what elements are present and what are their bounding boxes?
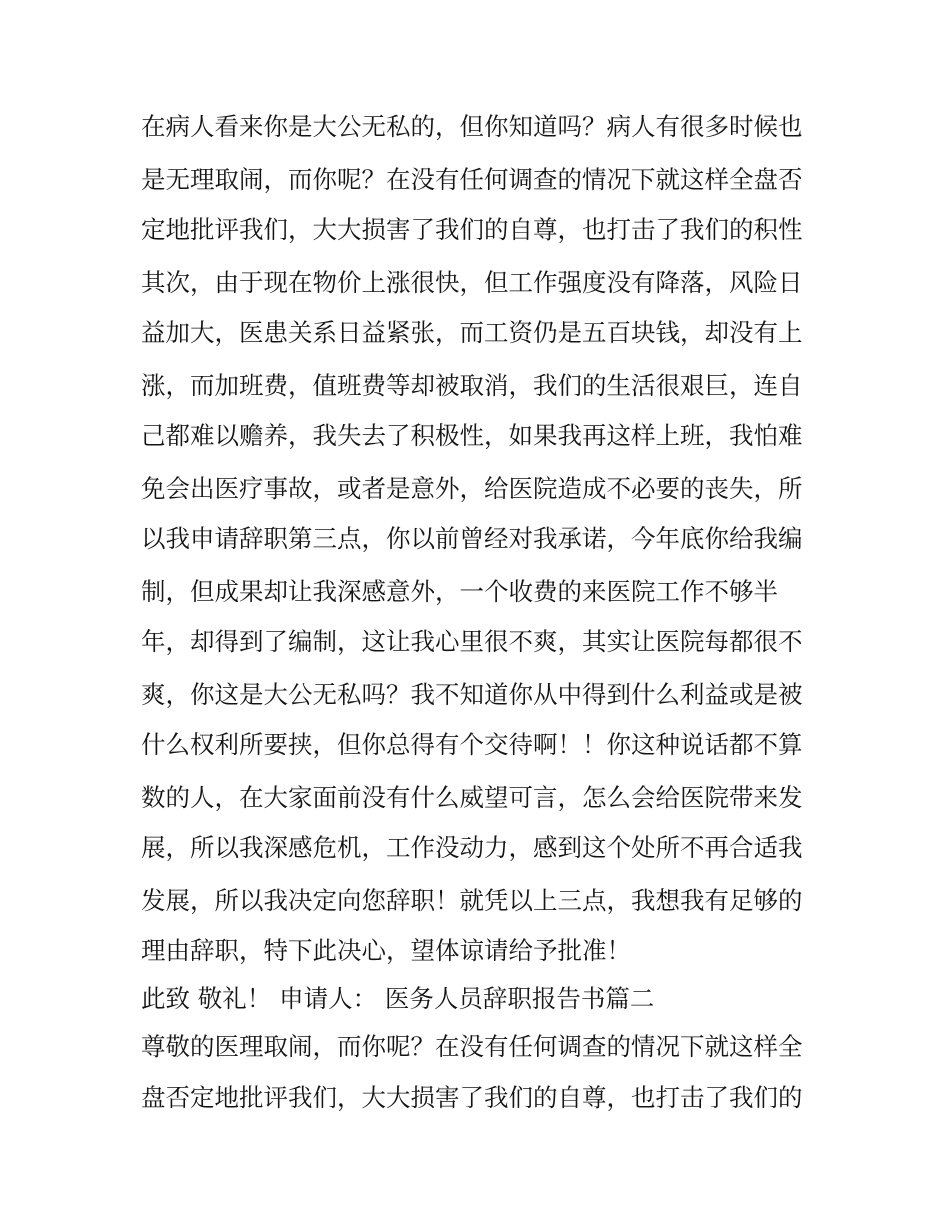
text-line: 什么权利所要挟，但你总得有个交待啊！！你这种说话都不算 — [141, 730, 803, 759]
text-line: 盘否定地批评我们，大大损害了我们的自尊，也打击了我们的 — [141, 1083, 803, 1112]
text-line: 其次，由于现在物价上涨很快，但工作强度没有降落，风险日 — [141, 268, 803, 297]
text-line: 爽，你这是大公无私吗？我不知道你从中得到什么利益或是被 — [141, 680, 803, 709]
text-line: 是无理取闹，而你呢？在没有任何调查的情况下就这样全盘否 — [141, 165, 803, 194]
text-line: 年，却得到了编制，这让我心里很不爽，其实让医院每都很不 — [141, 627, 803, 656]
text-line: 发展，所以我决定向您辞职！就凭以上三点，我想我有足够的 — [141, 886, 803, 915]
text-line: 在病人看来你是大公无私的，但你知道吗？病人有很多时候也 — [141, 112, 803, 141]
text-line: 益加大，医患关系日益紧张，而工资仍是五百块钱，却没有上 — [141, 318, 803, 347]
text-line: 定地批评我们，大大损害了我们的自尊，也打击了我们的积性 — [141, 215, 803, 244]
text-line: 免会出医疗事故，或者是意外，给医院造成不必要的丧失，所 — [141, 474, 803, 503]
text-line: 展，所以我深感危机，工作没动力，感到这个处所不再合适我 — [141, 833, 803, 862]
text-line: 制，但成果却让我深感意外，一个收费的来医院工作不够半 — [141, 577, 778, 606]
closing-line: 此致 敬礼！ 申请人： 医务人员辞职报告书篇二 — [141, 984, 655, 1013]
text-line: 己都难以赡养，我失去了积极性，如果我再这样上班，我怕难 — [141, 421, 803, 450]
text-line: 尊敬的医理取闹，而你呢？在没有任何调查的情况下就这样全 — [141, 1032, 803, 1061]
text-line: 以我申请辞职第三点，你以前曾经对我承诺，今年底你给我编 — [141, 524, 803, 553]
text-line: 理由辞职，特下此决心，望体谅请给予批准！ — [141, 936, 631, 965]
text-line: 数的人，在大家面前没有什么威望可言，怎么会给医院带来发 — [141, 783, 803, 812]
text-line: 涨，而加班费，值班费等却被取消，我们的生活很艰巨，连自 — [141, 371, 803, 400]
